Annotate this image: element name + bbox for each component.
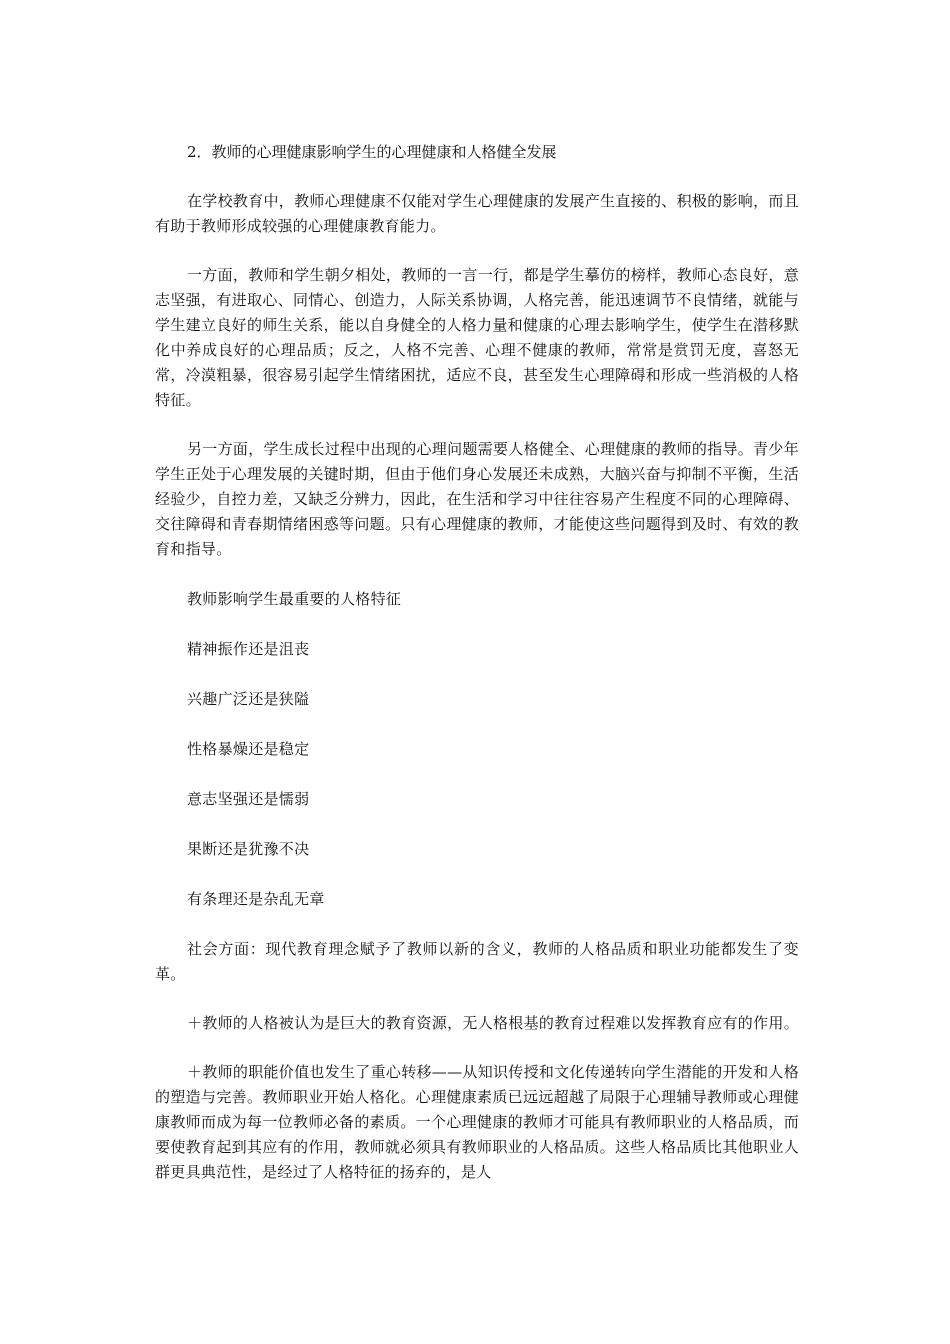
paragraph-personality-resource: ＋教师的人格被认为是巨大的教育资源，无人格根基的教育过程难以发挥教育应有的作用。 xyxy=(187,1014,800,1032)
document-body xyxy=(155,140,799,1185)
paragraph-other-side: 另一方面，学生成长过程中出现的心理问题需要人格健全、心理健康的教师的指导。青少年学生正处于心理发展的关键时期，但由于他们身心发展还未成熟，大脑兴奋与抑制不平衡，生活经验少，自控力差，又缺乏分辨力，因此，在生活和学习中往往容易产生程度不同的心理障碍、交往障碍和青春期情绪困惑等问题。只有心理健康的教师，才能使这些问题得到及时、有效的教育和指导。 xyxy=(155,440,800,558)
section-heading: 2．教师的心理健康影响学生的心理健康和人格健全发展 xyxy=(187,143,557,161)
paragraph-one-side: 一方面，教师和学生朝夕相处，教师的一言一行，都是学生摹仿的榜样，教师心态良好，意志坚强，有进取心、同情心、创造力，人际关系协调，人格完善，能迅速调节不良情绪，就能与学生建立良好的师生关系，能以自身健全的人格力量和健康的心理去影响学生，使学生在潜移默化中养成良好的心理品质；反之，人格不完善、心理不健康的教师，常常是赏罚无度，喜怒无常，冷漠粗暴，很容易引起学生情绪困扰，适应不良，甚至发生心理障碍和形成一些消极的人格特征。 xyxy=(155,266,800,409)
trait-item: 有条理还是杂乱无章 xyxy=(187,890,325,908)
traits-title: 教师影响学生最重要的人格特征 xyxy=(187,590,402,608)
trait-item: 兴趣广泛还是狭隘 xyxy=(187,690,310,708)
trait-item: 精神振作还是沮丧 xyxy=(187,640,310,658)
trait-item: 果断还是犹豫不决 xyxy=(187,840,310,858)
trait-item: 意志坚强还是懦弱 xyxy=(187,790,310,808)
trait-item: 性格暴燥还是稳定 xyxy=(187,740,310,758)
paragraph-intro: 在学校教育中，教师心理健康不仅能对学生心理健康的发展产生直接的、积极的影响，而且有助于教师形成较强的心理健康教育能力。 xyxy=(155,192,800,235)
paragraph-function-shift: ＋教师的职能价值也发生了重心转移——从知识传授和文化传递转向学生潜能的开发和人格的塑造与完善。教师职业开始人格化。心理健康素质已远远超越了局限于心理辅导教师或心理健康教师而成为每一位教师必备的素质。一个心理健康的教师才可能具有教师职业的人格品质，而要使教育起到其应有的作用，教师就必须具有教师职业的人格品质。这些人格品质比其他职业人群更具典范性，是经过了人格特征的扬弃的，是人 xyxy=(155,1063,800,1181)
paragraph-society: 社会方面：现代教育理念赋予了教师以新的含义，教师的人格品质和职业功能都发生了变革。 xyxy=(155,940,799,983)
